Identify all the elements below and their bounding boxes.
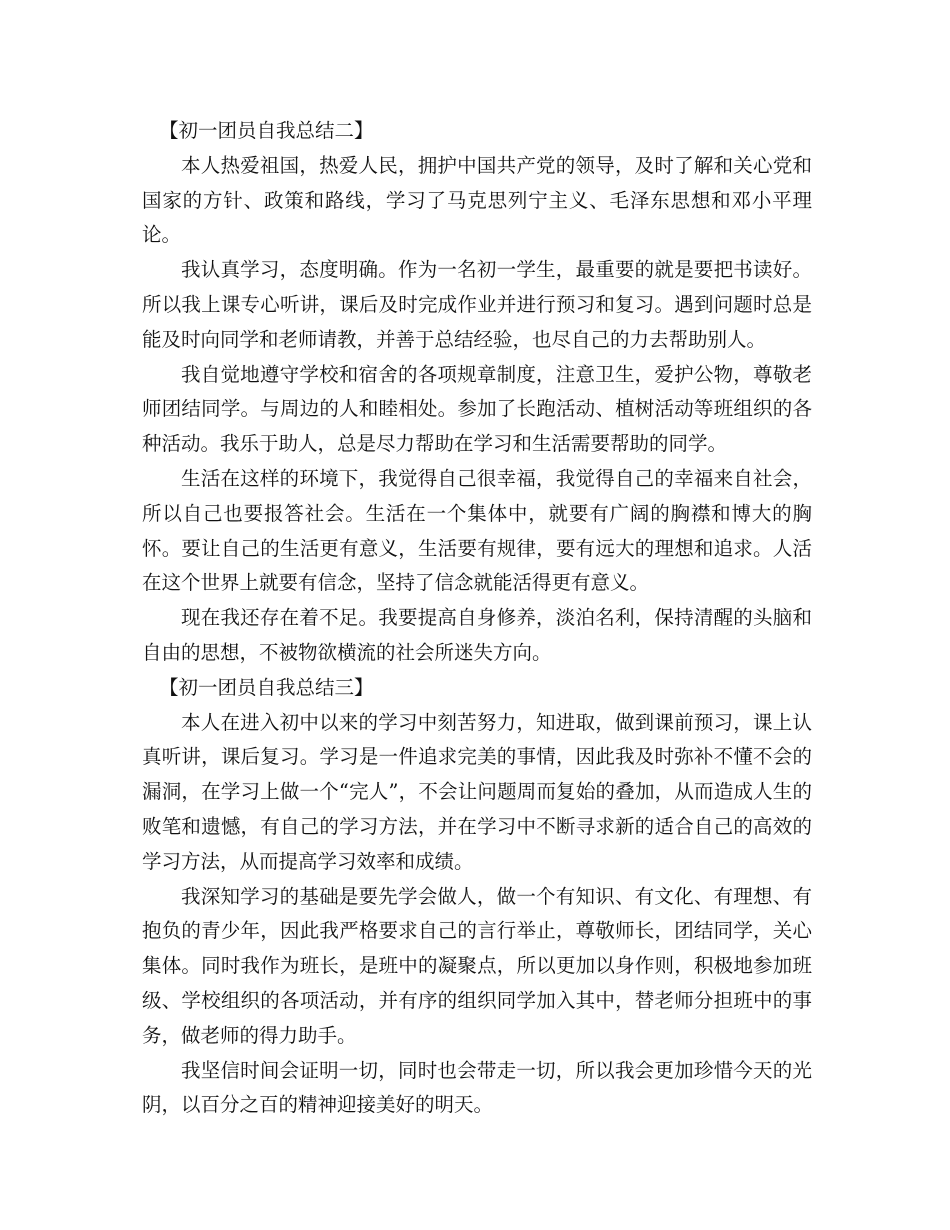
paragraph: 现在我还存在着不足。我要提高自身修养，淡泊名利，保持清醒的头脑和自由的思想，不被物欲横流的社会所迷失方向。 [142, 606, 812, 664]
paragraph: 我深知学习的基础是要先学会做人，做一个有知识、有文化、有理想、有抱负的青少年，因此我严格要求自己的言行举止，尊敬师长，团结同学，关心集体。同时我作为班长，是班中的凝聚点，所以更加以身作则，积极地参加班级、学校组织的各项活动，并有序的组织同学加入其中，替老师分担班中的事务，做老师的得力助手。 [142, 884, 812, 1047]
section-heading-2: 【初一团员自我总结二】 [159, 119, 374, 142]
section-heading-3: 【初一团员自我总结三】 [159, 675, 374, 699]
paragraph: 生活在这样的环境下，我觉得自己很幸福，我觉得自己的幸福来自社会，所以自己也要报答社会。生活在一个集体中，就要有广阔的胸襟和博大的胸怀。要让自己的生活更有意义，生活要有规律，要有远大的理想和追求。人活在这个世界上就要有信念，坚持了信念就能活得更有意义。 [142, 466, 812, 595]
paragraph: 我认真学习，态度明确。作为一名初一学生，最重要的就是要把书读好。所以我上课专心听讲，课后及时完成作业并进行预习和复习。遇到问题时总是能及时向同学和老师请教，并善于总结经验，也尽自己的力去帮助别人。 [142, 258, 812, 351]
paragraph: 本人在进入初中以来的学习中刻苦努力，知进取，做到课前预习，课上认真听讲，课后复习。学习是一件追求完美的事情，因此我及时弥补不懂不会的漏洞，在学习上做一个“完人”，不会让问题周而复始的叠加，从而造成人生的败笔和遗憾，有自己的学习方法，并在学习中不断寻求新的适合自己的高效的学习方法，从而提高学习效率和成绩。 [142, 710, 812, 873]
paragraph: 本人热爱祖国，热爱人民，拥护中国共产党的领导，及时了解和关心党和国家的方针、政策和路线，学习了马克思列宁主义、毛泽东思想和邓小平理论。 [142, 153, 812, 247]
paragraph: 我自觉地遵守学校和宿舍的各项规章制度，注意卫生，爱护公物，尊敬老师团结同学。与周边的人和睦相处。参加了长跑活动、植树活动等班组织的各种活动。我乐于助人，总是尽力帮助在学习和生活需要帮助的同学。 [142, 362, 812, 456]
document-body [142, 114, 812, 1123]
paragraph: 我坚信时间会证明一切，同时也会带走一切，所以我会更加珍惜今天的光阴，以百分之百的精神迎接美好的明天。 [142, 1058, 812, 1117]
